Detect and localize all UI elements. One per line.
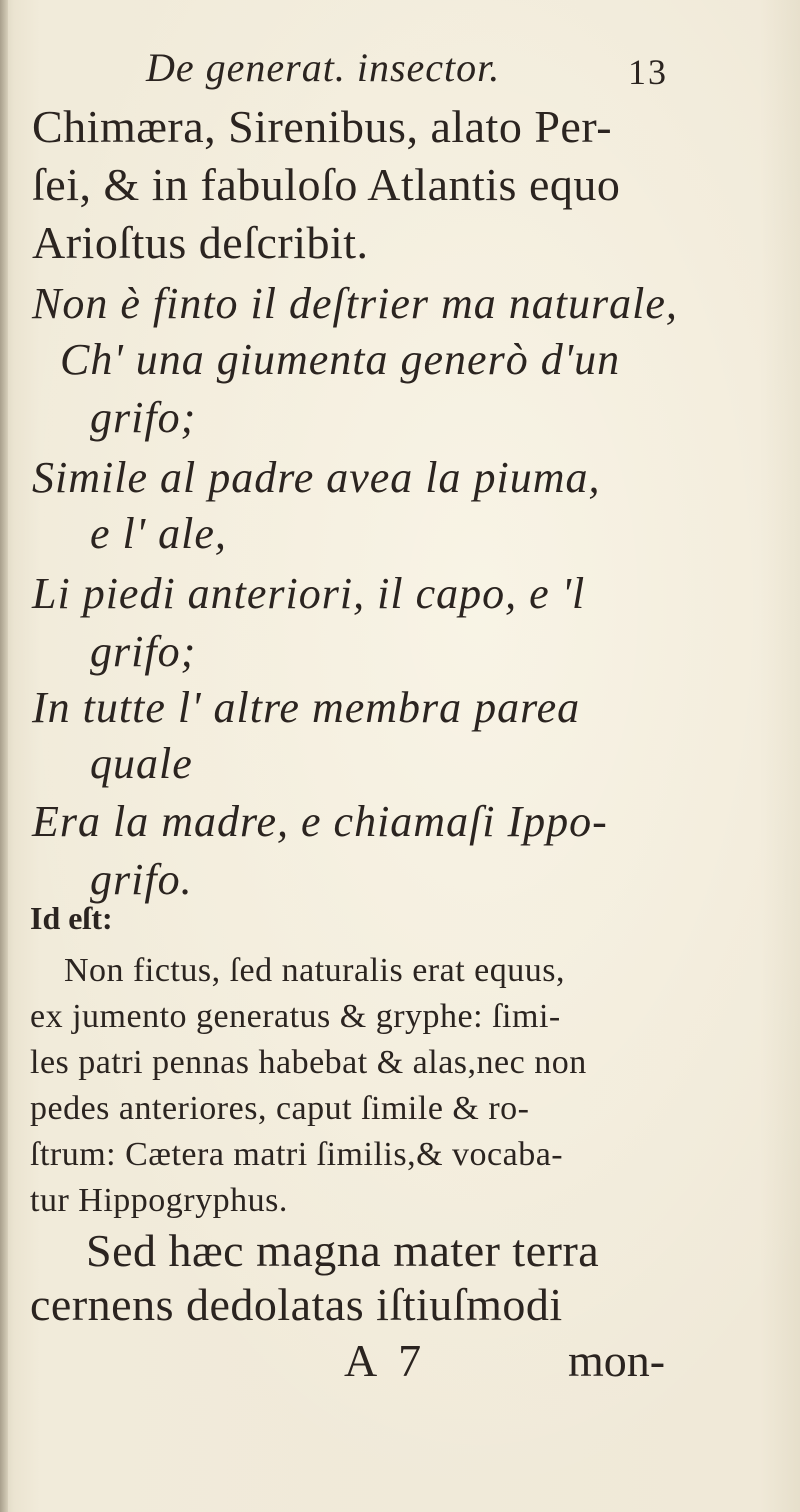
prose-line: cernens dedolatas iſtiuſmodi (30, 1279, 563, 1330)
verse-line: Era la madre, e chiamaſi Ippo- (32, 797, 608, 846)
translation-line: tur Hippogryphus. (30, 1182, 288, 1219)
verse-line: e l' ale, (90, 509, 227, 558)
prose-line: Chimæra, Sirenibus, alato Per- (32, 101, 613, 152)
translation-line: ſtrum: Cætera matri ſimilis,& vocaba- (30, 1136, 564, 1173)
page-number: 13 (628, 52, 668, 92)
translation-line: ex jumento generatus & gryphe: ſimi- (30, 998, 561, 1035)
catchword: mon- (568, 1335, 666, 1386)
binding-gutter (0, 0, 8, 1512)
verse-line: grifo. (90, 855, 193, 904)
signature-mark: A 7 (344, 1335, 428, 1386)
running-title: De generat. insector. (146, 45, 501, 90)
verse-line: grifo; (90, 393, 197, 442)
prose-line: Sed hæc magna mater terra (86, 1225, 600, 1276)
id-est-label: Id eſt: (30, 900, 113, 936)
prose-line: Arioſtus deſcribit. (32, 217, 369, 268)
verse-line: Simile al padre avea la piuma, (32, 453, 601, 502)
translation-line: les patri pennas habebat & alas,nec non (30, 1044, 587, 1081)
translation-line: Non fictus, ſed naturalis erat equus, (64, 952, 565, 989)
translation-line: pedes anteriores, caput ſimile & ro- (30, 1090, 530, 1127)
verse-line: Li piedi anteriori, il capo, e 'l (32, 569, 586, 618)
prose-line: ſei, & in fabuloſo Atlantis equo (32, 159, 621, 210)
verse-line: quale (90, 739, 193, 788)
verse-line: Ch' una giumenta generò d'un (60, 335, 621, 384)
verse-line: In tutte l' altre membra parea (32, 683, 581, 732)
verse-line: grifo; (90, 627, 197, 676)
verse-line: Non è finto il deſtrier ma naturale, (32, 279, 678, 328)
